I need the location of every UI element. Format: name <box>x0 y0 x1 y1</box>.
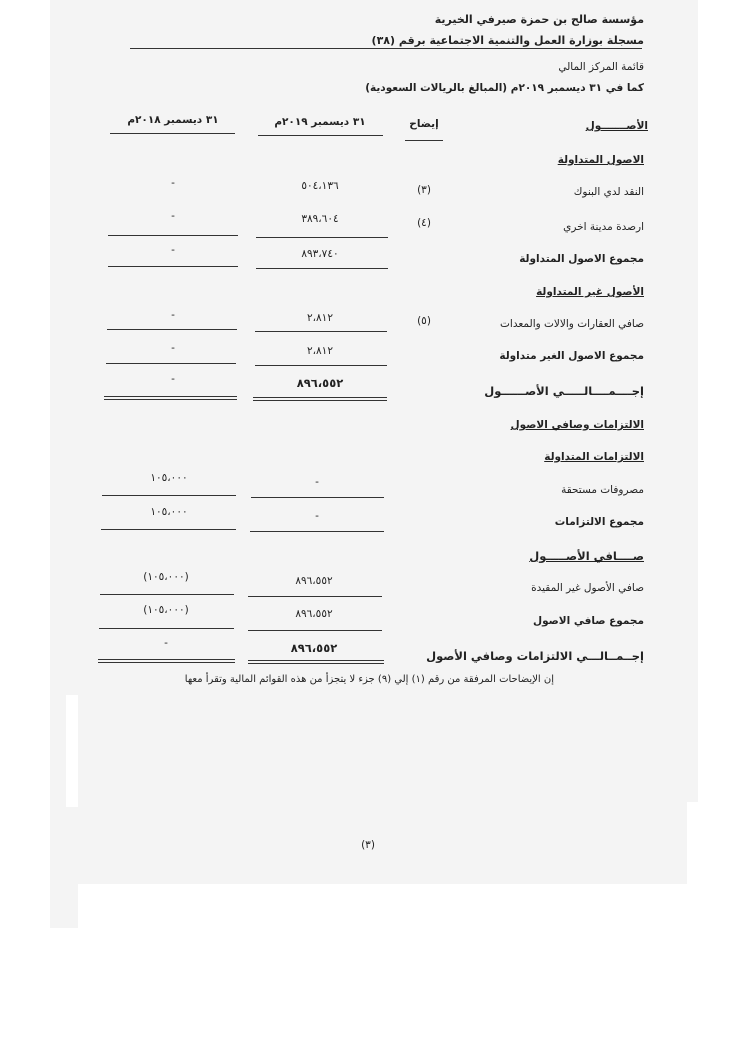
total-line-2019 <box>256 268 388 269</box>
row-value-2018: - <box>171 177 175 189</box>
row-value-2019: ٢،٨١٢ <box>307 312 333 324</box>
row-note: (٥) <box>417 315 431 327</box>
grand-total-line-2019 <box>248 660 384 664</box>
scan-margin <box>78 884 698 928</box>
grand-total-line-2018 <box>98 659 235 663</box>
subtotal-line-2018 <box>102 495 236 496</box>
total-line-2019 <box>255 365 387 366</box>
grand-total-line-2019 <box>253 397 387 401</box>
section-heading: الاصول المتداولة <box>557 154 644 166</box>
row-value-2018: - <box>171 373 175 385</box>
row-label: صافي الأصول غير المقيدة <box>531 582 644 594</box>
row-value-2018: - <box>171 342 175 354</box>
row-note: (٤) <box>417 217 431 229</box>
row-value-2018: ١٠٥،٠٠٠ <box>150 506 188 518</box>
subtotal-line-2018 <box>100 594 234 595</box>
row-value-2019: ٨٩٣،٧٤٠ <box>301 248 339 260</box>
row-value-2019: - <box>315 510 319 522</box>
total-line-2018 <box>101 529 236 530</box>
registration-text: مسجلة بوزارة العمل والتنمية الاجتماعية برقم (٣٨) <box>371 34 644 47</box>
row-value-2018: - <box>171 210 175 222</box>
row-value-2019: ٨٩٦،٥٥٢ <box>290 641 338 655</box>
col-underline-note <box>405 140 443 141</box>
row-label: مجموع الالتزامات <box>554 516 644 528</box>
col-underline-2019 <box>258 135 383 136</box>
subtotal-line-2018 <box>107 329 237 330</box>
col-header-2019: ٣١ ديسمبر ٢٠١٩م <box>274 116 366 128</box>
row-value-2018: - <box>171 244 175 256</box>
row-label: إجــمــالـــي الالتزامات وصافي الأصول <box>426 649 644 663</box>
total-line-2019 <box>248 630 382 631</box>
section-heading: الالتزامات المتداولة <box>544 451 644 463</box>
statement-title: قائمة المركز المالي <box>558 61 644 73</box>
subtotal-line-2019 <box>256 237 388 238</box>
org-name: مؤسسة صالح بن حمزة صيرفي الخيرية <box>434 13 644 26</box>
page-number: (٣) <box>361 839 375 851</box>
col-header-assets: الأصـــــــول <box>585 120 648 132</box>
row-label: ارصدة مدينة اخري <box>563 221 644 233</box>
scan-margin <box>66 695 78 807</box>
row-label: مجموع الاصول المتداولة <box>519 253 644 265</box>
row-value-2019: ٨٩٦،٥٥٢ <box>295 608 333 620</box>
section-heading: الأصول غير المتداولة <box>536 286 644 298</box>
row-label: مصروفات مستحقة <box>561 484 644 496</box>
subtotal-line-2018 <box>108 235 238 236</box>
row-label: إجــــمــــالـــــي الأصــــــول <box>484 384 644 398</box>
total-line-2018 <box>108 266 238 267</box>
row-value-2019: ٨٩٦،٥٥٢ <box>296 376 344 390</box>
row-value-2019: ٥٠٤،١٣٦ <box>301 180 339 192</box>
scan-margin <box>687 802 698 892</box>
row-value-2019: ٢،٨١٢ <box>307 345 333 357</box>
row-value-2019: ٨٩٦،٥٥٢ <box>295 575 333 587</box>
col-header-2018: ٣١ ديسمبر ٢٠١٨م <box>127 114 219 126</box>
row-value-2018: - <box>171 309 175 321</box>
scanned-page <box>50 0 698 928</box>
as-of-date: كما في ٣١ ديسمبر ٢٠١٩م (المبالغ بالريالات السعودية) <box>365 82 644 94</box>
row-note: (٣) <box>417 184 431 196</box>
subtotal-line-2019 <box>251 497 384 498</box>
section-heading: الالتزامات وصافي الاصول <box>510 419 644 431</box>
row-value-2018: (١٠٥،٠٠٠) <box>143 571 189 583</box>
grand-total-line-2018 <box>104 396 237 400</box>
row-label: صافي العقارات والالات والمعدات <box>500 318 644 330</box>
total-line-2018 <box>99 628 234 629</box>
col-underline-2018 <box>110 133 235 134</box>
total-line-2019 <box>250 531 384 532</box>
row-value-2018: (١٠٥،٠٠٠) <box>143 604 189 616</box>
col-header-note: إيضاح <box>409 118 439 130</box>
subtotal-line-2019 <box>248 596 382 597</box>
row-value-2019: - <box>315 476 319 488</box>
row-value-2019: ٣٨٩،٦٠٤ <box>301 213 339 225</box>
row-label: مجموع الاصول الغير متداولة <box>499 350 644 362</box>
row-label: مجموع صافي الاصول <box>532 615 644 627</box>
total-line-2018 <box>106 363 236 364</box>
row-label: النقد لدي البنوك <box>573 186 644 198</box>
header-divider <box>130 48 642 49</box>
section-heading: صــــافي الأصـــــول <box>529 549 644 563</box>
row-value-2018: ١٠٥،٠٠٠ <box>150 472 188 484</box>
row-value-2018: - <box>164 637 168 649</box>
footnote: إن الإيضاحات المرفقة من رقم (١) إلي (٩) جزء لا يتجزأ من هذه القوائم المالية وتقرأ معها <box>184 674 554 685</box>
subtotal-line-2019 <box>255 331 387 332</box>
